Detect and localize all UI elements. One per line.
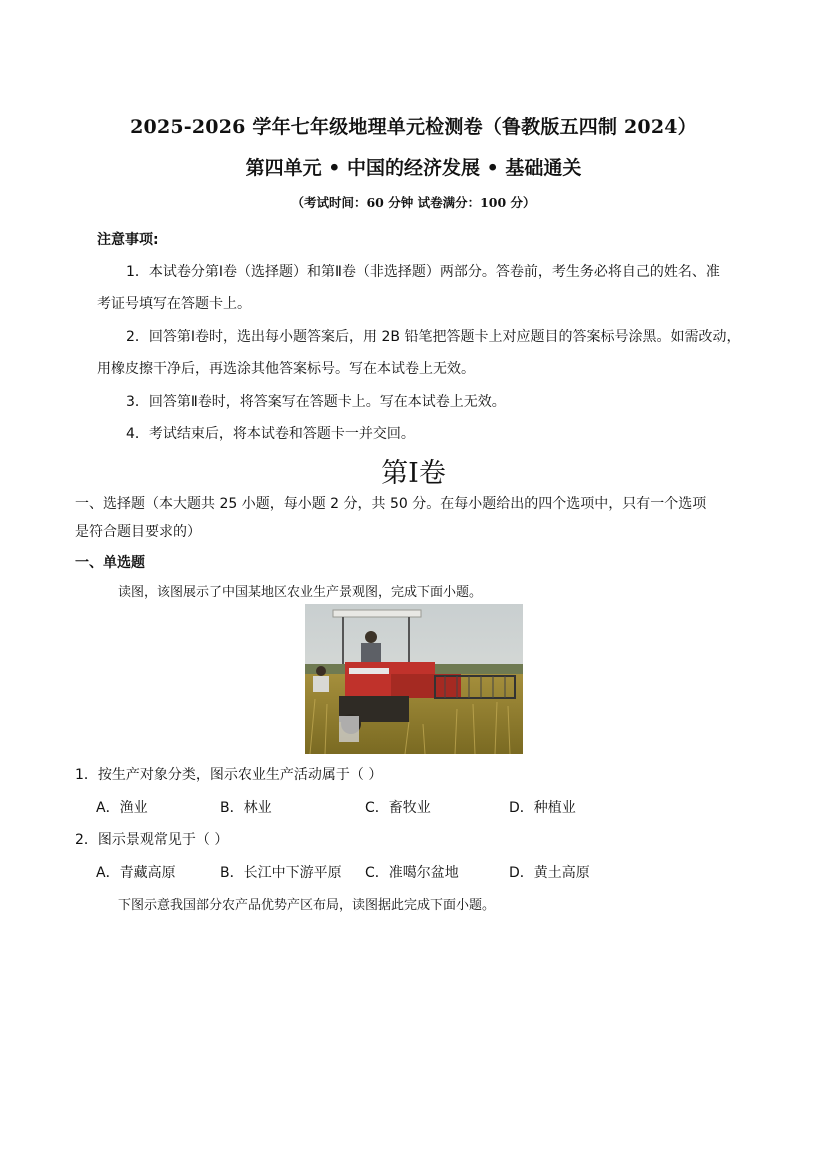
harvester-photo bbox=[305, 604, 523, 754]
intro-text-1: 读图，该图展示了中国某地区农业生产景观图，完成下面小题。 bbox=[118, 585, 483, 600]
notes-heading: 注意事项: bbox=[97, 232, 159, 248]
unit-subtitle: 第四单元 • 中国的经济发展 • 基础通关 bbox=[245, 157, 582, 179]
exam-info: （考试时间：60 分钟 试卷满分：100 分） bbox=[291, 195, 536, 210]
note-item-4: 4．考试结束后，将本试卷和答题卡一并交回。 bbox=[126, 426, 415, 442]
note-item-2-cont: 用橡皮擦干净后，再选涂其他答案标号。写在本试卷上无效。 bbox=[97, 361, 475, 377]
volume-heading: 第Ⅰ卷 bbox=[381, 458, 446, 489]
part-heading-cont: 是符合题目要求的） bbox=[75, 524, 201, 540]
exam-title: 2025-2026 学年七年级地理单元检测卷（鲁教版五四制 2024） bbox=[130, 116, 697, 138]
question-2-option-c[interactable]: C．准噶尔盆地 bbox=[365, 865, 459, 881]
single-choice-heading: 一、单选题 bbox=[75, 555, 145, 571]
question-2-option-d[interactable]: D．黄土高原 bbox=[509, 865, 590, 881]
note-item-3: 3．回答第Ⅱ卷时，将答案写在答题卡上。写在本试卷上无效。 bbox=[126, 394, 506, 410]
intro-text-2: 下图示意我国部分农产品优势产区布局，读图据此完成下面小题。 bbox=[118, 898, 496, 913]
question-1-stem: 1．按生产对象分类，图示农业生产活动属于（ ） bbox=[75, 767, 383, 783]
question-1-option-b[interactable]: B．林业 bbox=[220, 800, 272, 816]
question-2-option-a[interactable]: A．青藏高原 bbox=[96, 865, 176, 881]
question-1-option-d[interactable]: D．种植业 bbox=[509, 800, 576, 816]
note-item-1: 1．本试卷分第Ⅰ卷（选择题）和第Ⅱ卷（非选择题）两部分。答卷前，考生务必将自己的姓名、准 bbox=[126, 264, 720, 280]
part-heading: 一、选择题（本大题共 25 小题，每小题 2 分，共 50 分。在每小题给出的四个选项中，只有一个选项 bbox=[75, 496, 707, 512]
question-2-option-b[interactable]: B．长江中下游平原 bbox=[220, 865, 342, 881]
question-1-option-c[interactable]: C．畜牧业 bbox=[365, 800, 431, 816]
note-item-2: 2．回答第Ⅰ卷时，选出每小题答案后，用 2B 铅笔把答题卡上对应题目的答案标号涂黑。如需改动， bbox=[126, 329, 741, 345]
note-item-1-cont: 考证号填写在答题卡上。 bbox=[97, 296, 251, 312]
question-1-option-a[interactable]: A．渔业 bbox=[96, 800, 148, 816]
question-2-stem: 2．图示景观常见于（ ） bbox=[75, 832, 229, 848]
